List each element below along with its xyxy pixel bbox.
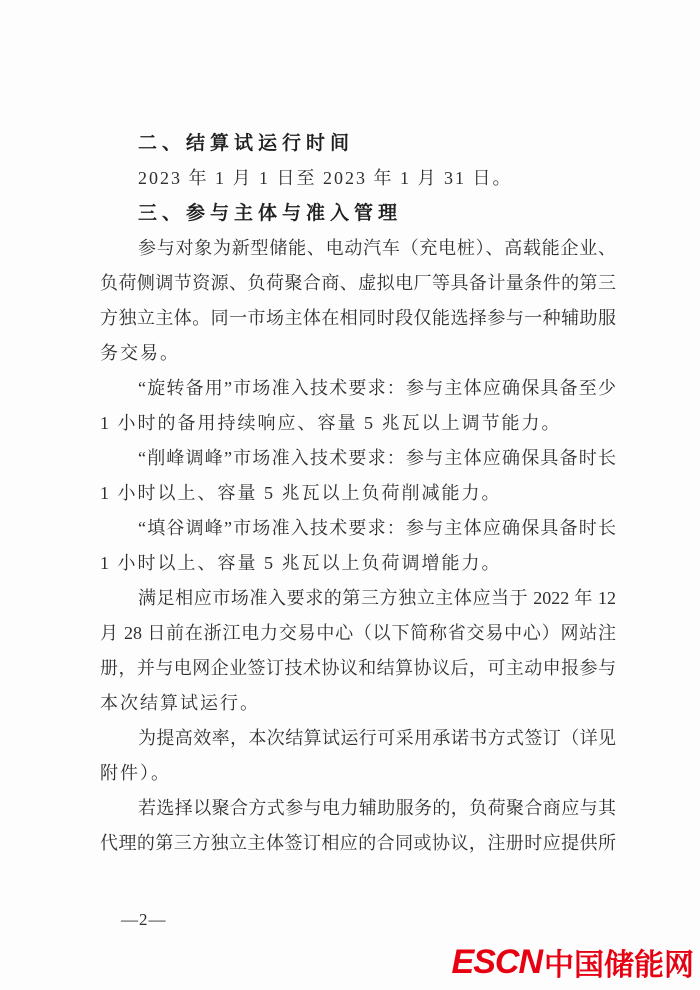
section-heading: 二、结算试运行时间: [138, 133, 355, 154]
page-number: —2—: [121, 910, 167, 929]
text-line: 若选择以聚合方式参与电力辅助服务的，负荷聚合商应与其: [138, 798, 616, 818]
text-line: 附件）。: [100, 763, 171, 783]
text-line: 参与对象为新型储能、电动汽车（充电桩）、高载能企业、: [138, 238, 616, 258]
logo-latin-text: ESCN: [451, 942, 542, 981]
text-line: 本次结算试运行。: [100, 693, 260, 713]
escn-watermark-logo: [452, 936, 694, 988]
text-line: 负荷侧调节资源、负荷聚合商、虚拟电厂等具备计量条件的第三: [100, 273, 616, 293]
text-line: 1 小时以上、容量 5 兆瓦以上负荷削减能力。: [100, 483, 502, 503]
text-line: 1 小时的备用持续响应、容量 5 兆瓦以上调节能力。: [100, 413, 562, 433]
text-line: 1 小时以上、容量 5 兆瓦以上负荷调增能力。: [100, 553, 502, 573]
section-heading: 三、参与主体与准入管理: [138, 203, 403, 224]
text-line: 方独立主体。同一市场主体在相同时段仅能选择参与一种辅助服: [100, 308, 616, 328]
text-line: “旋转备用”市场准入技术要求：参与主体应确保具备至少: [138, 378, 616, 398]
logo-cjk-text: 中国储能网: [544, 949, 694, 982]
text-line: 册，并与电网企业签订技术协议和结算协议后，可主动申报参与: [100, 658, 616, 678]
text-line: 2023 年 1 月 1 日至 2023 年 1 月 31 日。: [138, 168, 513, 188]
text-line: “填谷调峰”市场准入技术要求：参与主体应确保具备时长: [138, 518, 616, 538]
document-body: [100, 126, 616, 861]
text-line: 代理的第三方独立主体签订相应的合同或协议，注册时应提供所: [100, 833, 616, 853]
text-line: “削峰调峰”市场准入技术要求：参与主体应确保具备时长: [138, 448, 616, 468]
text-line: 满足相应市场准入要求的第三方独立主体应当于 2022 年 12: [138, 588, 616, 608]
text-line: 务交易。: [100, 343, 180, 363]
text-line: 为提高效率，本次结算试运行可采用承诺书方式签订（详见: [138, 728, 616, 748]
text-line: 月 28 日前在浙江电力交易中心（以下简称省交易中心）网站注: [100, 623, 616, 643]
